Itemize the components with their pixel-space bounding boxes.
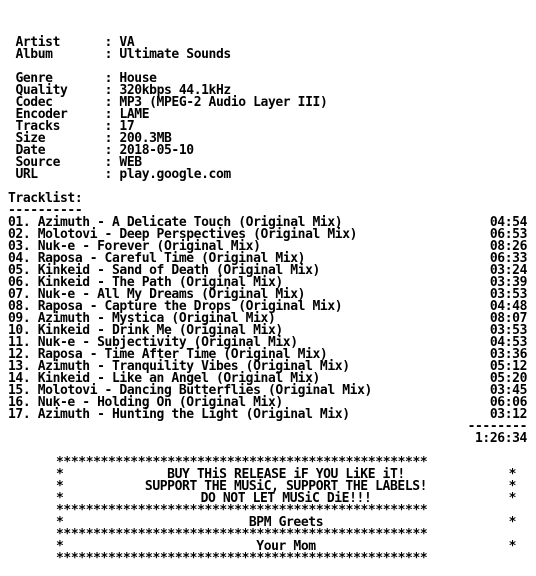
buy-line: * DO NOT LET MUSiC DiE!!! * xyxy=(56,491,516,506)
info-key: Genre xyxy=(15,71,53,86)
tracklist-underline: ---------- xyxy=(8,203,83,218)
info-key: Date xyxy=(15,143,46,158)
track-duration: 03:24 xyxy=(489,263,527,278)
info-key: Album xyxy=(15,47,53,62)
track-duration: 04:53 xyxy=(489,335,527,350)
info-value: VA xyxy=(119,35,135,50)
banner-border-mid2: ************************************************** xyxy=(56,527,428,542)
track-title: Kinkeid - Like an Angel (Original Mix) xyxy=(37,371,320,386)
info-key: Artist xyxy=(15,35,60,50)
track-number: 11. xyxy=(8,335,31,350)
buy-line: * BUY THiS RELEASE iF YOU LiKE iT! * xyxy=(56,467,516,482)
banner-border-top: ************************************************** xyxy=(56,455,428,470)
track-number: 08. xyxy=(8,299,31,314)
track-title: Nuk-e - Forever (Original Mix) xyxy=(37,239,261,254)
track-title: Raposa - Careful Time (Original Mix) xyxy=(37,251,306,266)
info-value: play.google.com xyxy=(119,167,231,182)
track-title: Nuk-e - Holding On (Original Mix) xyxy=(37,395,283,410)
nfo-text xyxy=(8,37,527,565)
buy-line: * SUPPORT THE MUSiC, SUPPORT THE LABELS! * xyxy=(56,479,516,494)
track-number: 17. xyxy=(8,407,31,422)
track-duration: 03:53 xyxy=(489,323,527,338)
buy-message xyxy=(8,469,527,505)
track-duration: 05:12 xyxy=(489,359,527,374)
track-duration: 03:53 xyxy=(489,287,527,302)
track-title: Azimuth - Hunting the Light (Original Mix) xyxy=(37,407,350,422)
info-value: House xyxy=(119,71,157,86)
track-title: Kinkeid - Sand of Death (Original Mix) xyxy=(37,263,320,278)
track-title: Nuk-e - Subjectivity (Original Mix) xyxy=(37,335,298,350)
info-key: Codec xyxy=(15,95,53,110)
track-number: 04. xyxy=(8,251,31,266)
info-value: 17 xyxy=(119,119,135,134)
track-number: 01. xyxy=(8,215,31,230)
track-number: 09. xyxy=(8,311,31,326)
track-row xyxy=(8,409,527,421)
track-duration: 06:06 xyxy=(489,395,527,410)
track-title: Kinkeid - The Path (Original Mix) xyxy=(37,275,283,290)
banner-border-mid1: ************************************************** xyxy=(56,503,428,518)
track-title: Azimuth - Mystica (Original Mix) xyxy=(37,311,276,326)
track-title: Kinkeid - Drink Me (Original Mix) xyxy=(37,323,283,338)
track-number: 07. xyxy=(8,287,31,302)
info-key: Quality xyxy=(15,83,68,98)
info-key: Size xyxy=(15,131,46,146)
info-value: 200.3MB xyxy=(119,131,172,146)
info-row-tracks: Tracks : 17 xyxy=(15,119,135,134)
track-title: Molotovi - Dancing Butterflies (Original Mix) xyxy=(37,383,372,398)
info-value: MP3 (MPEG-2 Audio Layer III) xyxy=(119,95,328,110)
greets-name-row: * Your Mom * xyxy=(56,539,516,554)
tracklist-heading: Tracklist: xyxy=(8,191,83,206)
track-number: 12. xyxy=(8,347,31,362)
banner-border-bottom: ************************************************** xyxy=(56,551,428,566)
track-title: Nuk-e - All My Dreams (Original Mix) xyxy=(37,287,306,302)
track-number: 16. xyxy=(8,395,31,410)
info-key: Source xyxy=(15,155,60,170)
info-row-encoder: Encoder : LAME xyxy=(15,107,150,122)
track-title: Raposa - Time After Time (Original Mix) xyxy=(37,347,328,362)
total-duration: 1:26:34 xyxy=(475,431,527,446)
release-info xyxy=(8,37,527,181)
info-value: LAME xyxy=(119,107,150,122)
track-number: 14. xyxy=(8,371,31,386)
info-row-date: Date : 2018-05-10 xyxy=(15,143,194,158)
track-number: 02. xyxy=(8,227,31,242)
info-row-album: Album : Ultimate Sounds xyxy=(15,47,231,62)
info-value: 2018-05-10 xyxy=(119,143,194,158)
total-rule: -------- xyxy=(467,419,527,434)
info-value: Ultimate Sounds xyxy=(119,47,231,62)
info-row-genre: Genre : House xyxy=(15,71,157,86)
track-duration: 03:45 xyxy=(489,383,527,398)
info-row-artist: Artist : VA xyxy=(15,35,135,50)
track-duration: 03:36 xyxy=(489,347,527,362)
greets-title-row: * BPM Greets * xyxy=(56,515,516,530)
track-duration: 08:26 xyxy=(489,239,527,254)
track-title: Raposa - Capture the Drops (Original Mix) xyxy=(37,299,343,314)
info-row-quality: Quality : 320kbps 44.1kHz xyxy=(15,83,231,98)
track-list xyxy=(8,217,527,421)
track-duration: 03:39 xyxy=(489,275,527,290)
track-duration: 04:54 xyxy=(489,215,527,230)
track-number: 13. xyxy=(8,359,31,374)
track-number: 15. xyxy=(8,383,31,398)
track-duration: 03:12 xyxy=(489,407,527,422)
info-key: Tracks xyxy=(15,119,60,134)
greets-name: Your Mom xyxy=(256,539,316,554)
info-value: WEB xyxy=(119,155,142,170)
track-duration: 05:20 xyxy=(489,371,527,386)
track-duration: 06:33 xyxy=(489,251,527,266)
info-row-source: Source : WEB xyxy=(15,155,142,170)
track-duration: 04:48 xyxy=(489,299,527,314)
track-duration: 06:53 xyxy=(489,227,527,242)
info-row-size: Size : 200.3MB xyxy=(15,131,172,146)
track-title: Molotovi - Deep Perspectives (Original Mix) xyxy=(37,227,358,242)
info-row-codec: Codec : MP3 (MPEG-2 Audio Layer III) xyxy=(15,95,328,110)
info-key: URL xyxy=(15,167,38,182)
greets-title: BPM Greets xyxy=(248,515,324,530)
track-number: 03. xyxy=(8,239,31,254)
info-value: 320kbps 44.1kHz xyxy=(119,83,231,98)
info-key: Encoder xyxy=(15,107,68,122)
track-number: 06. xyxy=(8,275,31,290)
track-number: 05. xyxy=(8,263,31,278)
track-title: Azimuth - Tranquility Vibes (Original Mix) xyxy=(37,359,350,374)
track-duration: 08:07 xyxy=(489,311,527,326)
track-title: Azimuth - A Delicate Touch (Original Mix) xyxy=(37,215,343,230)
info-row-url: URL : play.google.com xyxy=(15,167,231,182)
track-number: 10. xyxy=(8,323,31,338)
